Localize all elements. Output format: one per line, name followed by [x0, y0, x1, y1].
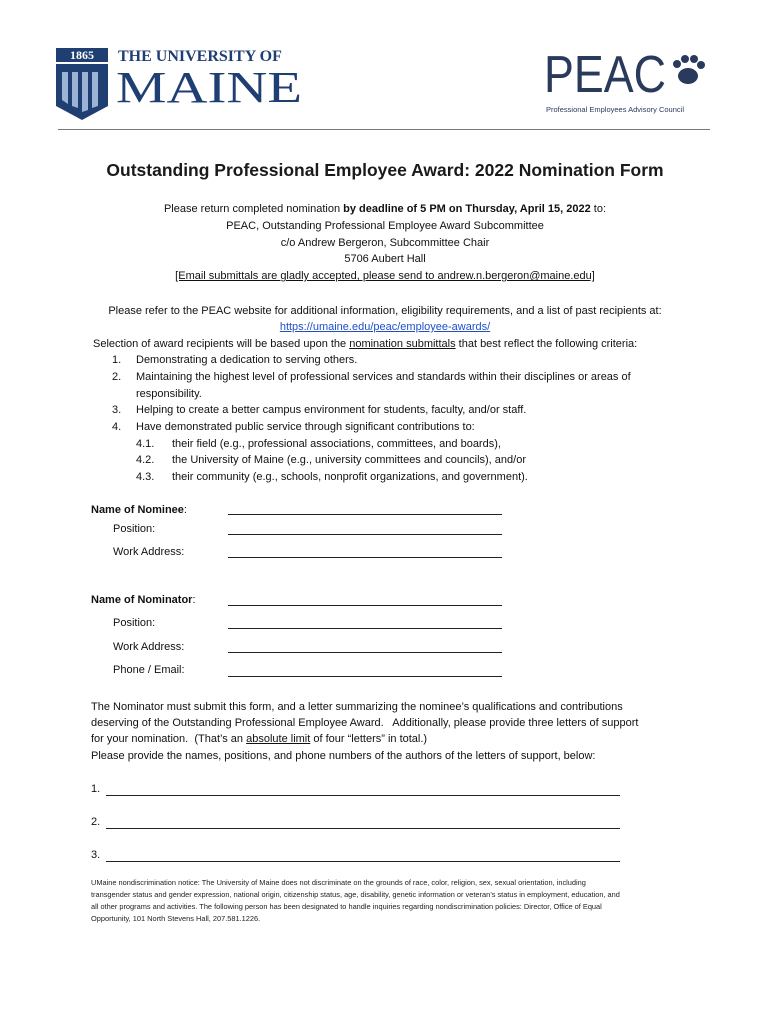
return-line-2: PEAC, Outstanding Professional Employee Award Subcommittee	[226, 219, 544, 232]
umaine-logo-line2: MAINE	[116, 63, 302, 112]
peac-logo-subtitle: Professional Employees Advisory Council	[546, 105, 684, 114]
umaine-logo-year: 1865	[70, 48, 94, 62]
subcriteria-item-3: their community (e.g., schools, nonprofit organizations, and government).	[172, 471, 528, 483]
return-info	[60, 201, 710, 285]
support-letter-field-3[interactable]	[106, 861, 620, 862]
nomination-submittals-text: nomination submittals	[349, 338, 456, 350]
support-letter-field-2[interactable]	[106, 828, 620, 829]
criteria-num-4: 4.	[112, 421, 122, 433]
return-line-1-pre: Please return completed nomination	[163, 203, 344, 215]
subcriteria-item-1: their field (e.g., professional associations, committees, and boards),	[172, 438, 501, 450]
nondiscrimination-notice	[91, 877, 691, 925]
nominee-label	[91, 504, 187, 516]
deadline-text: by deadline of 5 PM on Thursday, April 15, 2022	[343, 203, 591, 215]
nominee-label-colon: :	[183, 504, 187, 516]
peac-logo-name: PEAC	[544, 46, 666, 104]
selection-pre: Selection of award recipients will be based upon the	[93, 338, 350, 350]
nominee-work-address-label: Work Address:	[113, 546, 185, 558]
support-letter-num-1: 1.	[91, 783, 101, 795]
instructions-line-3-pre: for your nomination. (That’s an	[91, 733, 247, 745]
criteria-num-1: 1.	[112, 354, 122, 366]
criteria-num-2: 2.	[112, 371, 122, 383]
umaine-logo-graphic	[56, 44, 306, 124]
peac-website-link[interactable]: https://umaine.edu/peac/employee-awards/	[279, 321, 491, 333]
absolute-limit-text: absolute limit	[246, 733, 311, 745]
criteria-item-1: Demonstrating a dedication to serving others.	[136, 354, 358, 366]
instructions-line-4: Please provide the names, positions, and phone numbers of the authors of the letters of support, below:	[91, 750, 596, 762]
instructions-line-3	[91, 731, 427, 748]
return-line-1-post: to:	[590, 203, 607, 215]
nominator-position-label: Position:	[113, 617, 156, 629]
selection-post: that best reflect the following criteria:	[455, 338, 638, 350]
criteria-item-2-cont: responsibility.	[136, 388, 202, 400]
nominee-name-field[interactable]	[228, 514, 502, 515]
peac-logo-graphic	[540, 42, 715, 118]
paw-print-icon	[673, 55, 705, 84]
header-divider	[58, 129, 710, 130]
footer-line-3: all other programs and activities. The following person has been designated to handle inquiries regarding nondiscrimination policies: Director, Office of Equal	[91, 902, 602, 911]
umaine-logo-line1: THE UNIVERSITY OF	[118, 48, 282, 65]
nominee-work-address-field[interactable]	[228, 557, 502, 558]
nominator-position-field[interactable]	[228, 628, 502, 629]
instructions-line-3-post: of four “letters” in total.)	[310, 733, 428, 745]
footer-line-1: UMaine nondiscrimination notice: The University of Maine does not discriminate on the grounds of race, color, religion, sex, sexual orientation, including	[91, 878, 586, 887]
instructions-line-1: The Nominator must submit this form, and a letter summarizing the nominee’s qualifications and contributions	[91, 701, 623, 713]
subcriteria-num-1: 4.1.	[136, 438, 155, 450]
criteria-item-4: Have demonstrated public service through significant contributions to:	[136, 421, 475, 433]
support-letter-num-3: 3.	[91, 849, 101, 861]
return-line-4: 5706 Aubert Hall	[344, 253, 426, 266]
criteria-item-2: Maintaining the highest level of professional services and standards within their disciplines or areas of	[136, 371, 631, 383]
nominee-position-field[interactable]	[228, 534, 502, 535]
nominator-label	[91, 594, 196, 606]
peac-logo	[540, 42, 715, 118]
subcriteria-num-2: 4.2.	[136, 454, 155, 466]
footer-line-4: Opportunity, 101 North Stevens Hall, 207.581.1226.	[91, 914, 261, 923]
nominator-phone-email-field[interactable]	[228, 676, 502, 677]
nominator-name-field[interactable]	[228, 605, 502, 606]
footer-line-2: transgender status and gender expression, national origin, citizenship status, age, disability, genetic information or veteran’s status in employment, education, and	[91, 890, 620, 899]
criteria-item-3: Helping to create a better campus environment for students, faculty, and/or staff.	[136, 404, 527, 416]
nominator-work-address-label: Work Address:	[113, 641, 185, 653]
email-note: [Email submittals are gladly accepted, please send to andrew.n.bergeron@maine.edu]	[175, 270, 595, 283]
support-letter-num-2: 2.	[91, 816, 101, 828]
nominator-label-text: Name of Nominator	[91, 594, 193, 606]
intro-url-line	[70, 319, 700, 336]
nominator-label-colon: :	[192, 594, 196, 606]
nominator-work-address-field[interactable]	[228, 652, 502, 653]
return-line-3: c/o Andrew Bergeron, Subcommittee Chair	[280, 236, 490, 249]
subcriteria-item-2: the University of Maine (e.g., university committees and councils), and/or	[172, 454, 526, 466]
intro-refer: Please refer to the PEAC website for additional information, eligibility requirements, and a list of past recipients at:	[108, 305, 662, 317]
return-line-1	[60, 201, 710, 218]
umaine-logo	[56, 44, 306, 124]
selection-line	[93, 336, 637, 353]
nominee-label-text: Name of Nominee	[91, 504, 184, 516]
criteria-num-3: 3.	[112, 404, 122, 416]
nominee-position-label: Position:	[113, 523, 156, 535]
page-title: Outstanding Professional Employee Award: 2022 Nomination Form	[106, 160, 664, 180]
nominator-phone-email-label: Phone / Email:	[113, 664, 185, 676]
instructions-line-2: deserving of the Outstanding Professional Employee Award. Additionally, please provide three letters of support	[91, 717, 639, 729]
subcriteria-num-3: 4.3.	[136, 471, 155, 483]
support-letter-field-1[interactable]	[106, 795, 620, 796]
